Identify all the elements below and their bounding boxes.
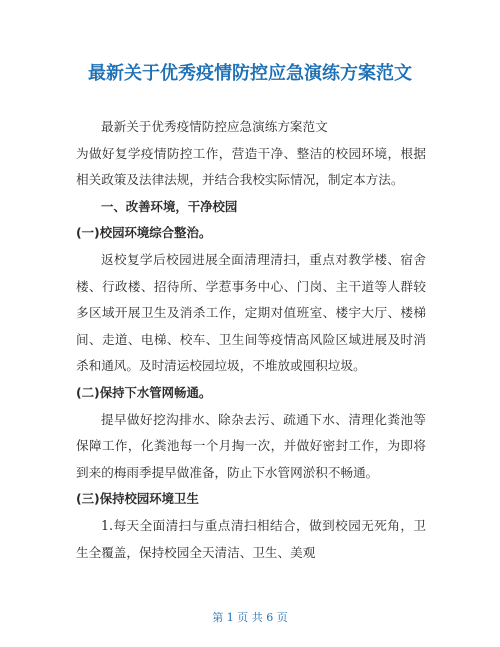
sub-body-1: 返校复学后校园进展全面清理清扫，重点对教学楼、宿舍楼、行政楼、招待所、学惹事务中心、门岗、主干道等人群较多区域开展卫生及消杀工作，定期对值班室、楼宇大厅、楼梯间、走道、电梯、校车、卫生间等疫情高风险区域进展及时消杀和通风。及时清运校园垃圾，不堆放或囤积垃圾。 — [76, 251, 426, 374]
sub-body-2: 提早做好挖沟排水、除杂去污、疏通下水、清理化粪池等保障工作，化粪池每一个月掏一次，并做好密封工作，为即将到来的梅雨季提早做准备，防止下水管网淤积不畅通。 — [76, 411, 426, 480]
sub-heading-3: (三)保持校园环境卫生 — [76, 491, 199, 507]
intro-paragraph: 为做好复学疫情防控工作，营造干净、整洁的校园环境，根据相关政策及法律法规，并结合我校实际情况，制定本方法。 — [76, 145, 426, 188]
sub-body-3: 1.每天全面清扫与重点清扫相结合，做到校园无死角，卫生全覆盖，保持校园全天清洁、卫生、美观 — [76, 517, 426, 560]
sub-heading-2: (二)保持下水管网畅通。 — [76, 384, 212, 400]
document-subtitle: 最新关于优秀疫情防控应急演练方案范文 — [101, 119, 328, 134]
document-body — [76, 114, 426, 566]
document-title: 最新关于优秀疫情防控应急演练方案范文 — [88, 63, 412, 84]
page-number-footer: 第 1 页 共 6 页 — [212, 611, 288, 624]
sub-heading-1: (一)校园环境综合整治。 — [76, 225, 212, 241]
section-heading-1: 一、改善环境，干净校园 — [101, 198, 238, 214]
